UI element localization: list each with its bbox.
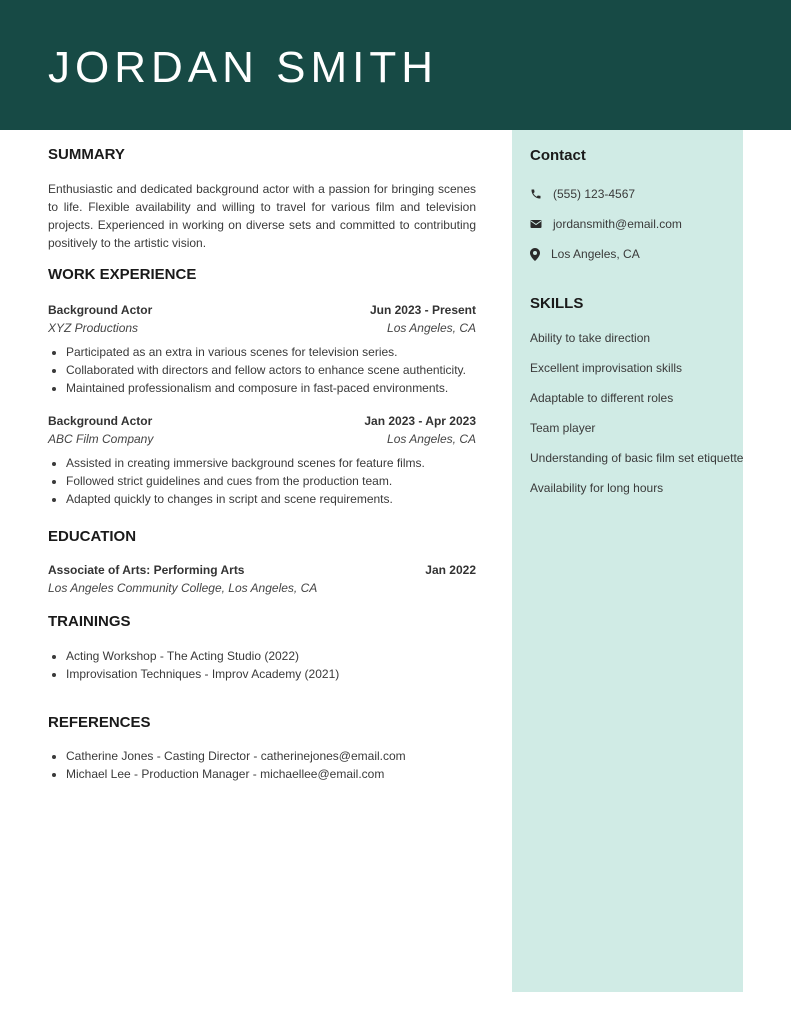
job-role: Background Actor xyxy=(48,414,153,428)
job-bullet: • Participated as an extra in various scenes for television series. xyxy=(66,343,476,361)
skill-item: Adaptable to different roles xyxy=(530,391,674,405)
references-list xyxy=(48,747,476,783)
job-role: Background Actor xyxy=(48,303,153,317)
skill-item: Understanding of basic film set etiquette xyxy=(530,451,744,465)
job-company: ABC Film Company xyxy=(48,432,154,446)
job-dates: Jan 2023 - Apr 2023 xyxy=(364,414,476,428)
summary-title: SUMMARY xyxy=(48,146,125,163)
education-degree: Associate of Arts: Performing Arts xyxy=(48,563,245,577)
sidebar xyxy=(512,130,743,992)
job-bullet: • Collaborated with directors and fellow actors to enhance scene authenticity. xyxy=(66,361,476,379)
job-bullet: • Assisted in creating immersive background scenes for feature films. xyxy=(66,454,476,472)
summary-text: Enthusiastic and dedicated background actor with a passion for bringing scenes to life. Flexible availability and willing to travel for various film and television projects. Experienced in working on diverse sets and committed to contributing positively to the artistic vision. xyxy=(48,182,476,250)
contact-email xyxy=(530,216,682,232)
reference-item: • Michael Lee - Production Manager - michaellee@email.com xyxy=(66,765,476,783)
job-dates: Jun 2023 - Present xyxy=(369,303,476,317)
education-school: Los Angeles Community College, Los Angeles, CA xyxy=(48,581,318,595)
location-pin-icon xyxy=(530,248,540,261)
education-title: EDUCATION xyxy=(48,528,137,545)
header-banner xyxy=(0,0,791,130)
phone-icon xyxy=(530,188,542,200)
contact-title: Contact xyxy=(530,147,586,164)
references-title: REFERENCES xyxy=(48,714,151,731)
job-bullet: • Adapted quickly to changes in script and scene requirements. xyxy=(66,490,476,508)
training-item: • Acting Workshop - The Acting Studio (2022) xyxy=(66,647,476,665)
skill-item: Excellent improvisation skills xyxy=(530,361,683,375)
reference-item: • Catherine Jones - Casting Director - catherinejones@email.com xyxy=(66,747,476,765)
contact-phone-text: (555) 123-4567 xyxy=(553,187,636,201)
job-company: XYZ Productions xyxy=(48,321,139,335)
contact-location xyxy=(530,246,640,262)
skills-title: SKILLS xyxy=(530,295,584,312)
contact-email-text: jordansmith@email.com xyxy=(553,217,682,231)
job-entry xyxy=(48,412,476,508)
job-bullet: • Followed strict guidelines and cues from the production team. xyxy=(66,472,476,490)
job-location: Los Angeles, CA xyxy=(387,321,476,335)
skill-item: Availability for long hours xyxy=(530,481,664,495)
contact-location-text: Los Angeles, CA xyxy=(551,247,640,261)
skill-item: Team player xyxy=(530,421,596,435)
skill-item: Ability to take direction xyxy=(530,331,651,345)
email-icon xyxy=(530,219,542,229)
contact-phone xyxy=(530,186,635,202)
trainings-list xyxy=(48,647,476,683)
trainings-title: TRAININGS xyxy=(48,613,131,630)
job-bullet: • Maintained professionalism and composure in fast-paced environments. xyxy=(66,379,476,397)
candidate-name: JORDAN SMITH xyxy=(48,43,438,92)
experience-title: WORK EXPERIENCE xyxy=(48,266,197,283)
training-item: • Improvisation Techniques - Improv Academy (2021) xyxy=(66,665,476,683)
job-location: Los Angeles, CA xyxy=(387,432,476,446)
education-date: Jan 2022 xyxy=(425,563,476,577)
job-entry xyxy=(48,301,476,397)
education-entry xyxy=(48,561,476,597)
